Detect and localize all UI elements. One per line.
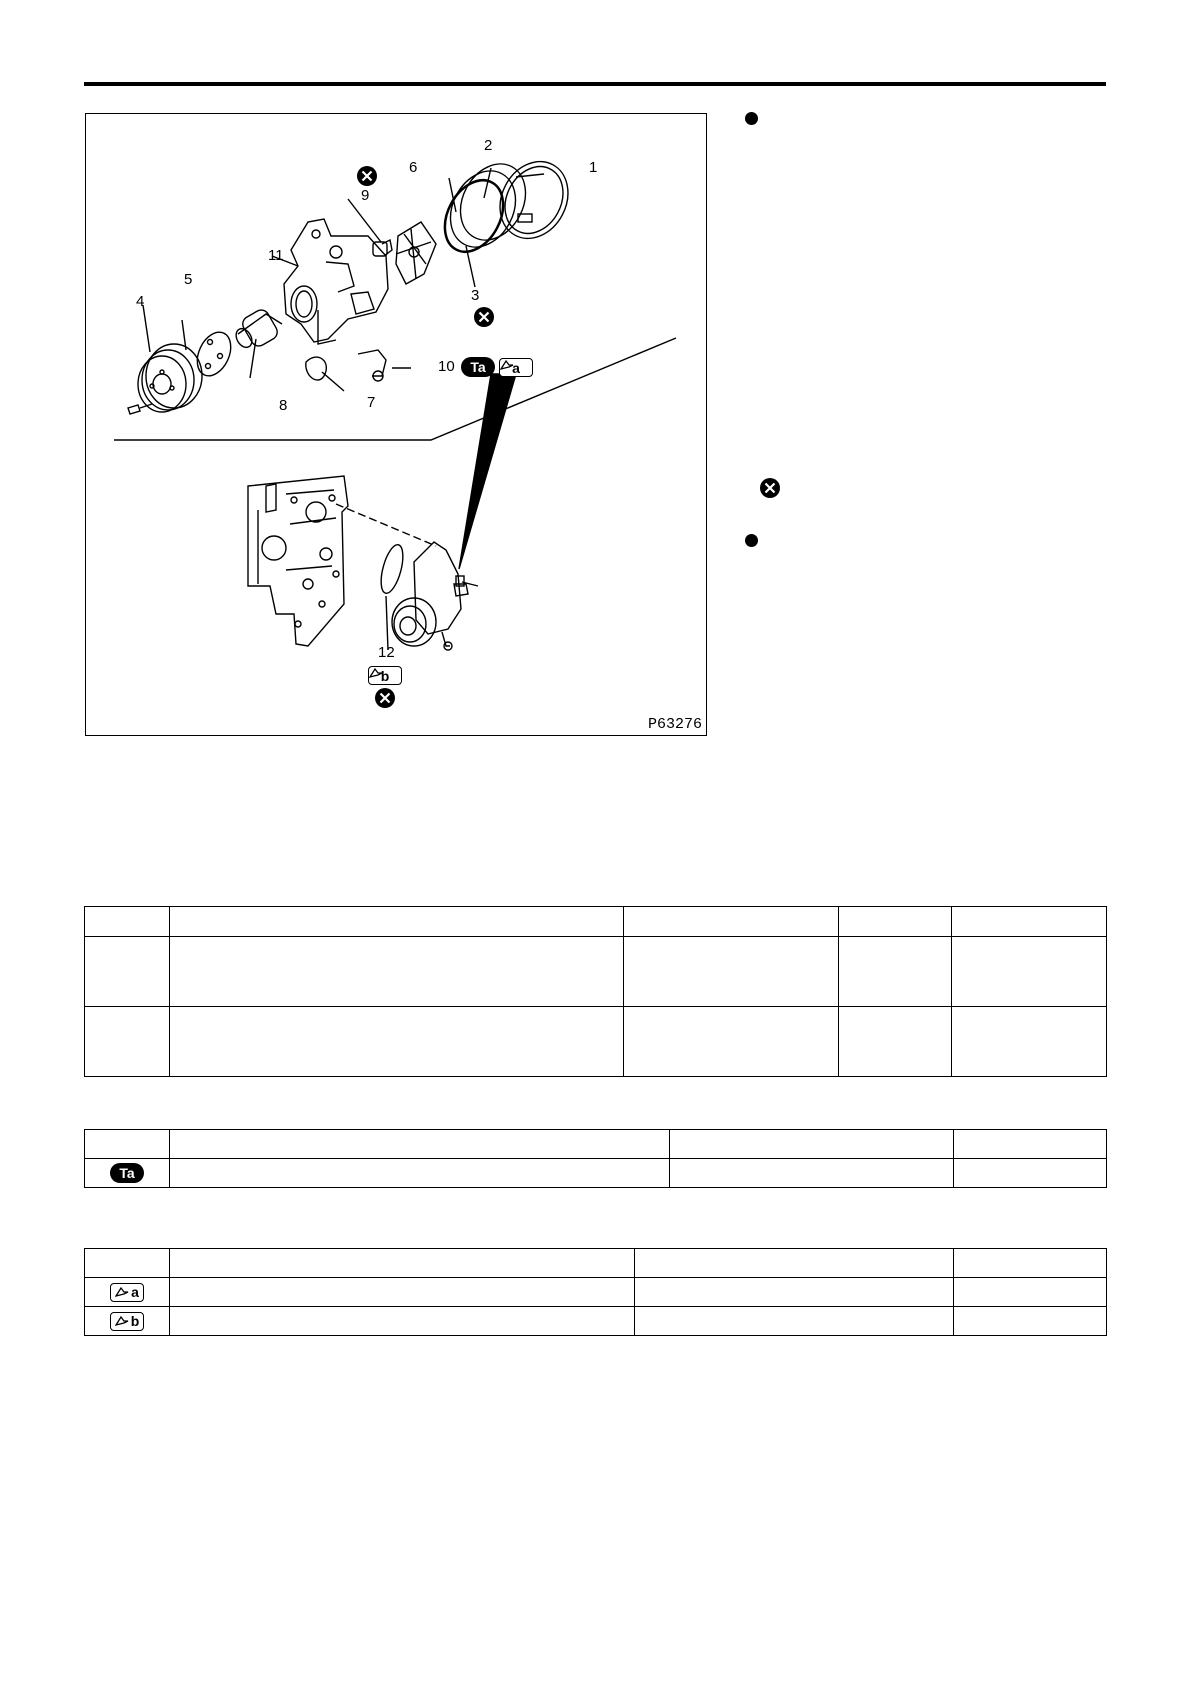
x-circle-icon <box>474 307 494 327</box>
impeller-part <box>396 222 436 284</box>
gasket-part <box>306 357 327 380</box>
header-rule <box>84 82 1106 86</box>
tightening-torque-table <box>84 1129 1107 1188</box>
table-row <box>85 1307 1107 1336</box>
callout-10: 10 <box>438 358 455 375</box>
callout-1: 1 <box>589 159 598 176</box>
sealant-a-letter: a <box>131 1284 139 1300</box>
sleeve-part <box>438 153 539 259</box>
shaft-bearing-part <box>233 307 282 350</box>
callout-11: 11 <box>268 247 284 264</box>
x-circle-icon <box>357 166 377 186</box>
callout-9: 9 <box>361 187 370 204</box>
sealant-tube-icon <box>115 1315 129 1327</box>
sealant-b-badge <box>110 1312 144 1331</box>
callout-6: 6 <box>409 159 418 176</box>
callout-8: 8 <box>279 397 288 414</box>
table-row <box>85 1159 1107 1188</box>
table-header-row <box>85 1130 1107 1159</box>
sealant-b-letter: b <box>380 667 390 684</box>
callout-2: 2 <box>484 137 493 154</box>
table-row <box>85 1278 1107 1307</box>
exploded-view-figure <box>85 113 707 736</box>
sealant-tube-icon <box>369 667 383 679</box>
engine-block-part <box>248 476 348 646</box>
sealant-b-letter: b <box>130 1313 140 1329</box>
figure-code: P63276 <box>647 716 702 733</box>
table-header-row <box>85 907 1107 937</box>
water-pump-drawing <box>86 114 708 737</box>
table-row <box>85 1007 1107 1077</box>
o-ring-part <box>433 170 515 262</box>
pulley-part <box>138 344 202 412</box>
pump-housing-part <box>284 219 388 344</box>
callout-4: 4 <box>136 293 145 310</box>
sealant-a-badge <box>110 1283 144 1302</box>
lower-o-ring-part <box>377 543 407 596</box>
sealant-b-badge <box>368 666 402 685</box>
x-circle-icon <box>375 688 395 708</box>
service-standards-table <box>84 906 1107 1077</box>
sealant-tube-icon <box>115 1286 129 1298</box>
sealant-tube-icon <box>500 359 514 371</box>
assembled-pump-part <box>392 542 478 650</box>
callout-3: 3 <box>471 287 480 304</box>
callout-7: 7 <box>367 394 376 411</box>
table-row <box>85 937 1107 1007</box>
callout-12: 12 <box>378 644 395 661</box>
seal-unit-part <box>373 240 392 256</box>
sealant-a-letter: a <box>512 359 520 376</box>
callout-5: 5 <box>184 271 193 288</box>
torque-badge: Ta <box>110 1163 144 1183</box>
flange-part <box>191 327 238 381</box>
filled-circle-icon <box>745 534 758 547</box>
pointer-wedge <box>459 374 516 569</box>
bolt-part <box>128 404 152 414</box>
table-header-row <box>85 1249 1107 1278</box>
sealant-a-badge <box>499 358 533 377</box>
x-circle-icon <box>760 478 780 498</box>
filled-circle-icon <box>745 112 758 125</box>
torque-badge: Ta <box>461 357 495 377</box>
drain-cock-part <box>358 350 386 381</box>
sealant-table <box>84 1248 1107 1336</box>
